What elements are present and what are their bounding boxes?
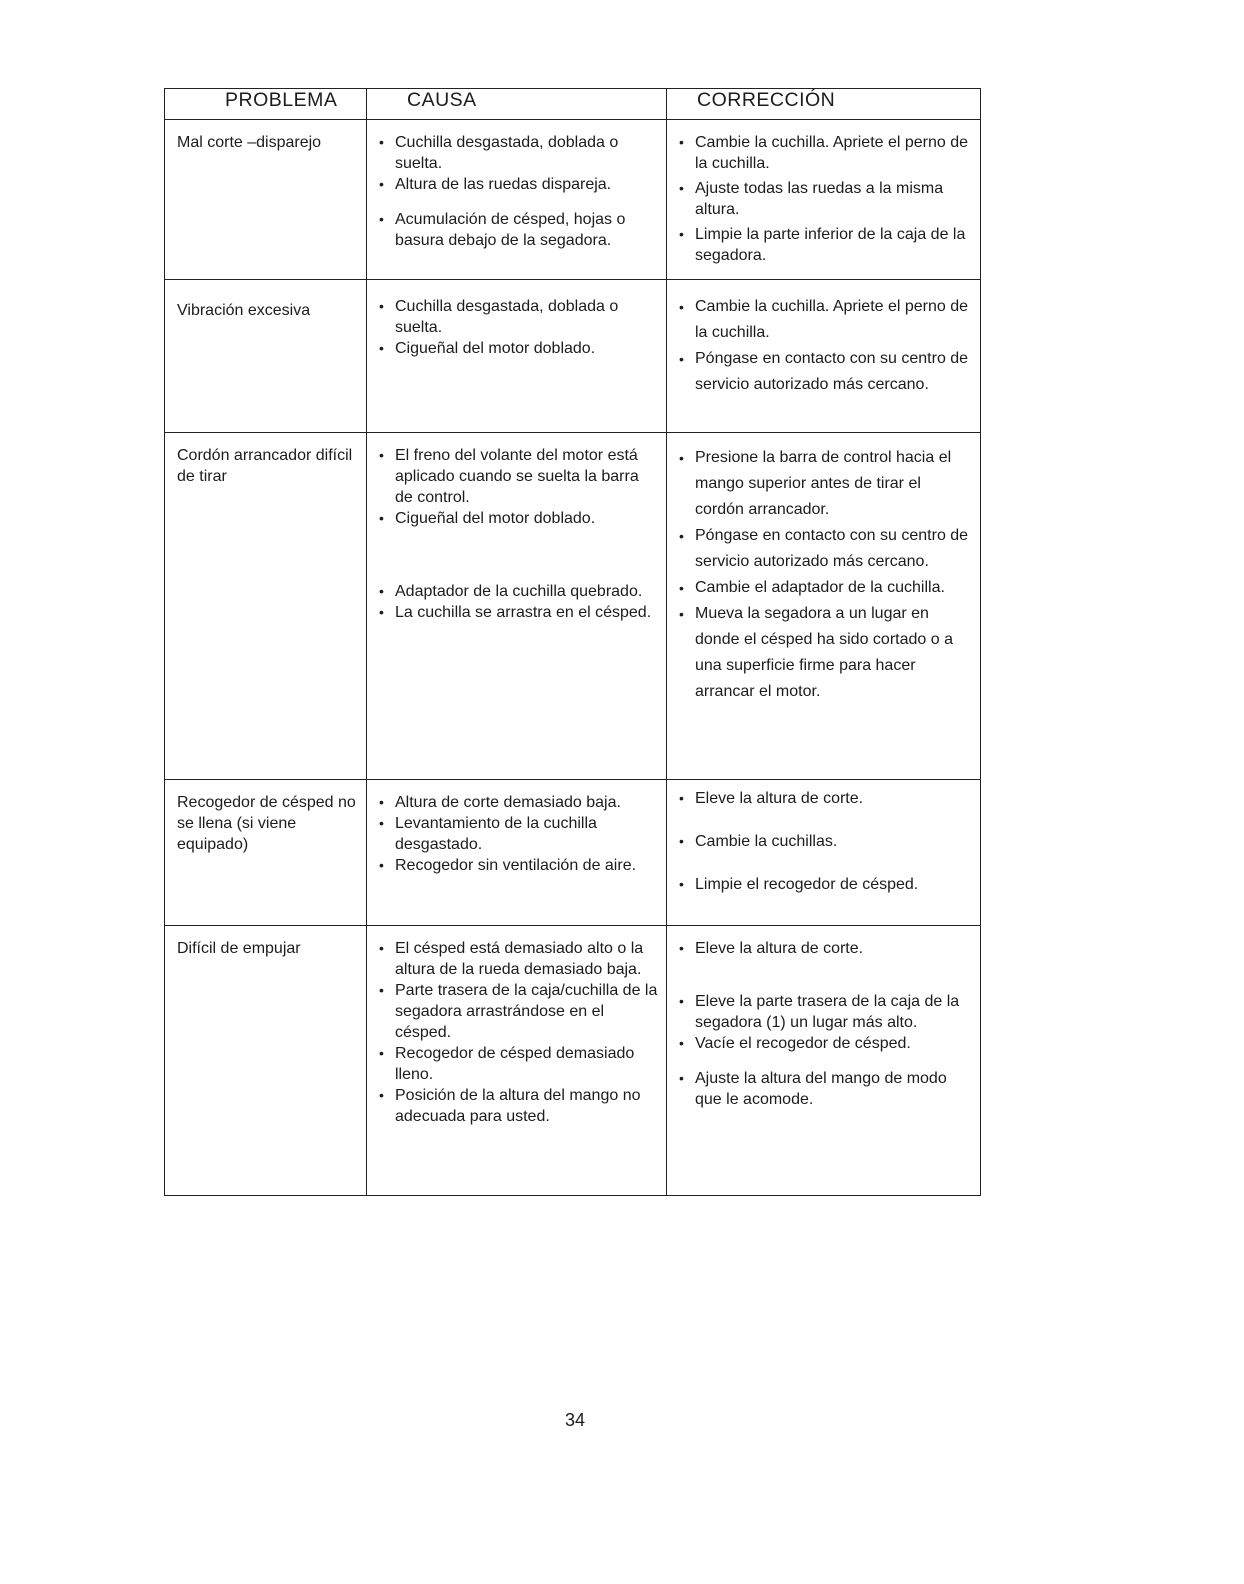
correction-list bbox=[675, 445, 974, 705]
correction-list bbox=[675, 132, 974, 266]
cause-list bbox=[375, 132, 660, 251]
cause-item: • El freno del volante del motor está aplicado cuando se suelta la barra de control. bbox=[375, 445, 660, 508]
correction-list bbox=[675, 788, 974, 895]
correction-cell bbox=[667, 280, 981, 433]
header-cause: CAUSA bbox=[367, 89, 667, 120]
cause-item: • Altura de las ruedas dispareja. bbox=[375, 174, 660, 195]
page-number: 34 bbox=[564, 1410, 586, 1430]
table-row bbox=[165, 433, 981, 780]
table-row bbox=[165, 120, 981, 280]
cause-list bbox=[375, 296, 660, 359]
correction-item: • Ajuste todas las ruedas a la misma altura. bbox=[675, 178, 974, 220]
cause-list bbox=[375, 938, 660, 1127]
correction-item: • Limpie el recogedor de césped. bbox=[675, 874, 974, 895]
correction-item: • Vacíe el recogedor de césped. bbox=[675, 1033, 974, 1054]
problem-cell: Cordón arrancador difícil de tirar bbox=[165, 433, 367, 780]
header-problem: PROBLEMA bbox=[165, 89, 367, 120]
table-row bbox=[165, 780, 981, 926]
cause-item: • Adaptador de la cuchilla quebrado. bbox=[375, 581, 660, 602]
correction-item: • Póngase en contacto con su centro de servicio autorizado más cercano. bbox=[675, 523, 974, 575]
cause-item: • Cuchilla desgastada, doblada o suelta. bbox=[375, 132, 660, 174]
cause-cell bbox=[367, 926, 667, 1196]
problem-cell: Mal corte –disparejo bbox=[165, 120, 367, 280]
problem-cell: Difícil de empujar bbox=[165, 926, 367, 1196]
cause-cell bbox=[367, 433, 667, 780]
cause-list bbox=[375, 792, 660, 876]
correction-list bbox=[675, 294, 974, 398]
correction-item: • Cambie la cuchilla. Apriete el perno de la cuchilla. bbox=[675, 132, 974, 174]
table-header-row bbox=[165, 89, 981, 120]
cause-cell bbox=[367, 120, 667, 280]
table-row bbox=[165, 926, 981, 1196]
correction-item: • Cambie la cuchilla. Apriete el perno de la cuchilla. bbox=[675, 294, 974, 346]
correction-cell bbox=[667, 433, 981, 780]
cause-item: • La cuchilla se arrastra en el césped. bbox=[375, 602, 660, 623]
table-row bbox=[165, 280, 981, 433]
problem-cell: Vibración excesiva bbox=[165, 280, 367, 433]
cause-item: • Posición de la altura del mango no adecuada para usted. bbox=[375, 1085, 660, 1127]
cause-item: • Acumulación de césped, hojas o basura debajo de la segadora. bbox=[375, 209, 660, 251]
correction-cell bbox=[667, 780, 981, 926]
cause-cell bbox=[367, 780, 667, 926]
correction-item: • Ajuste la altura del mango de modo que le acomode. bbox=[675, 1068, 974, 1110]
correction-item: • Eleve la altura de corte. bbox=[675, 788, 974, 809]
correction-item: • Cambie el adaptador de la cuchilla. bbox=[675, 575, 974, 601]
problem-cell: Recogedor de césped no se llena (si viene equipado) bbox=[165, 780, 367, 926]
correction-list bbox=[675, 938, 974, 1110]
cause-item: • Cigueñal del motor doblado. bbox=[375, 338, 660, 359]
correction-item: • Eleve la altura de corte. bbox=[675, 938, 974, 959]
cause-item: • El césped está demasiado alto o la altura de la rueda demasiado baja. bbox=[375, 938, 660, 980]
cause-item: • Parte trasera de la caja/cuchilla de la segadora arrastrándose en el césped. bbox=[375, 980, 660, 1043]
correction-item: • Limpie la parte inferior de la caja de la segadora. bbox=[675, 224, 974, 266]
cause-item: • Altura de corte demasiado baja. bbox=[375, 792, 660, 813]
troubleshooting-table bbox=[164, 88, 981, 1196]
correction-cell bbox=[667, 926, 981, 1196]
correction-item: • Mueva la segadora a un lugar en donde el césped ha sido cortado o a una superficie firme para hacer arrancar el motor. bbox=[675, 601, 974, 705]
cause-cell bbox=[367, 280, 667, 433]
cause-item: • Cuchilla desgastada, doblada o suelta. bbox=[375, 296, 660, 338]
cause-item: • Recogedor de césped demasiado lleno. bbox=[375, 1043, 660, 1085]
correction-item: • Presione la barra de control hacia el mango superior antes de tirar el cordón arrancador. bbox=[675, 445, 974, 523]
cause-item: • Cigueñal del motor doblado. bbox=[375, 508, 660, 529]
correction-item: • Póngase en contacto con su centro de servicio autorizado más cercano. bbox=[675, 346, 974, 398]
correction-item: • Eleve la parte trasera de la caja de la segadora (1) un lugar más alto. bbox=[675, 991, 974, 1033]
header-correction: CORRECCIÓN bbox=[667, 89, 981, 120]
cause-list bbox=[375, 445, 660, 623]
correction-item: • Cambie la cuchillas. bbox=[675, 831, 974, 852]
cause-item: • Recogedor sin ventilación de aire. bbox=[375, 855, 660, 876]
cause-item: • Levantamiento de la cuchilla desgastado. bbox=[375, 813, 660, 855]
correction-cell bbox=[667, 120, 981, 280]
